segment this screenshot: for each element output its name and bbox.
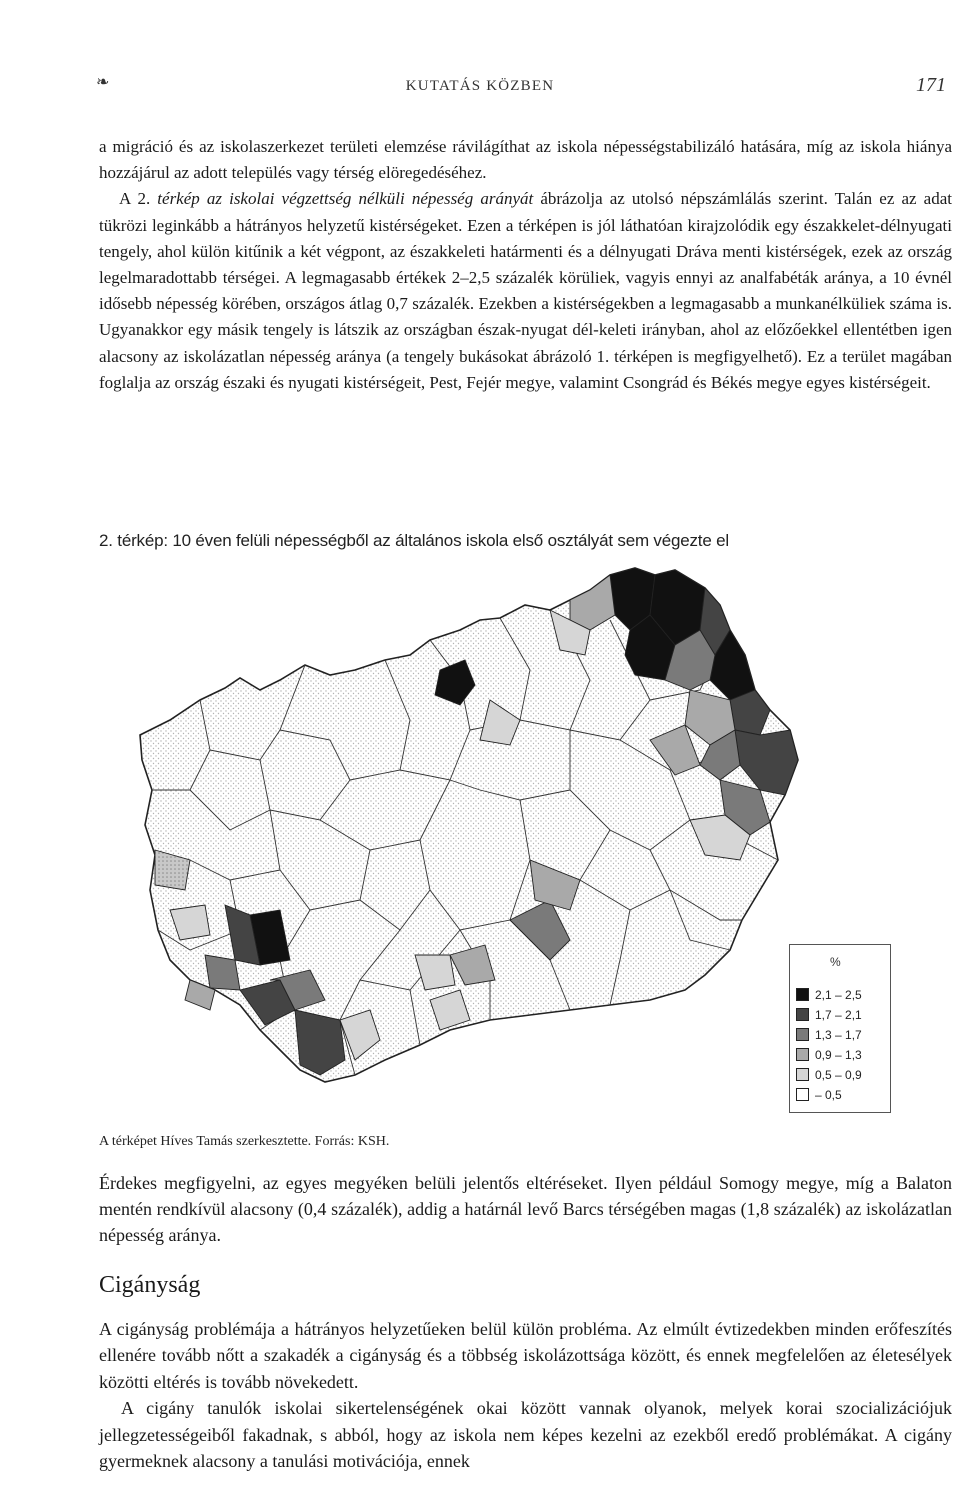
legend-item — [796, 1087, 842, 1101]
legend-swatch — [796, 1068, 809, 1081]
legend-label: – 0,5 — [815, 1087, 842, 1102]
legend-swatch — [796, 1048, 809, 1061]
paragraph-text: a migráció és az iskolaszerkezet területi elemzése rávilágíthat az iskola népességstabilizáló hatására, míg az iskola hiánya hozzájárul az adott település vagy térség elöregedéséhez. — [99, 137, 952, 183]
page-number: 171 — [916, 74, 946, 96]
legend-item — [796, 1067, 862, 1081]
legend-label: 2,1 – 2,5 — [815, 987, 862, 1002]
legend-item — [796, 1007, 862, 1021]
district-sw-mid-1 — [205, 955, 240, 990]
legend-item — [796, 1047, 862, 1061]
legend-item — [796, 1027, 862, 1041]
legend-label: 1,3 – 1,7 — [815, 1027, 862, 1042]
legend-swatch — [796, 1088, 809, 1101]
paragraph-text: A cigány tanulók iskolai sikertelenségének okai között vannak olyanok, melyek korai szocializációjuk jellegzetességeiből fakadnak, s abból, hogy az iskola nem képes kezelni az ezekből eredő problémákat. A cigány gyermeknek alacsony a tanulási motivációja, ennek — [99, 1398, 952, 1472]
legend-label: 1,7 – 2,1 — [815, 1007, 862, 1022]
paragraph-roma — [99, 1316, 952, 1474]
hungary-choropleth-map — [130, 560, 810, 1090]
map-caption: A térképet Híves Tamás szerkesztette. Forrás: KSH. — [99, 1134, 390, 1149]
section-heading: Cigányság — [99, 1272, 201, 1298]
legend-unit: % — [830, 955, 841, 969]
legend-label: 0,9 – 1,3 — [815, 1047, 862, 1062]
paragraph-migration — [99, 134, 952, 396]
legend-swatch — [796, 1028, 809, 1041]
paragraph-text-lead: A 2. — [119, 189, 158, 209]
map-legend — [789, 944, 891, 1113]
legend-swatch — [796, 1008, 809, 1021]
legend-item — [796, 987, 862, 1001]
paragraph-text: ábrázolja az utolsó népszámlálás szerint. Talán ez az adat tükrözi leginkább a hátrányos helyzetű kistérségeket. Ezen a térképen is jól láthatóan kirajzolódik egy északkelet-délnyugati tengely, ahol külön kitűnik a két végpont, az északkeleti határmenti és a délnyugati Dráva menti kistérségek, ezek az ország legelmaradottabb térségei. A legmagasabb értékek 2–2,5 százalék körüliek, vagyis ennyi az analfabéták aránya, a 10 évnél idősebb népesség körében, országos átlag 0,7 százalék. Ezekben a kistérségekben a legmagasabb a munkanélküliek száma is. Ugyanakkor egy másik tengely is látszik az országban észak-nyugat dél-keleti irányban, ahol az előzőekkel ellentétben igen alacsony az iskolázatlan népesség aránya (a tengely bukásokat ábrázoló 1. térképen is megfigyelhető). Ez a terület magában foglalja az ország északi és nyugati kistérségeit, Pest, Fejér megye, valamint Csongrád és Békés megye egyes kistérségeit. — [99, 189, 952, 392]
paragraph-text: A cigányság problémája a hátrányos helyzetűeken belül külön probléma. Az elmúlt évtizedekben minden erőfeszítés ellenére tovább nőtt a szakadék a cigányság és a többség iskolázottsága között, és ennek megfelelően az életesélyek közötti eltérés is tovább növekedett. — [99, 1319, 952, 1392]
paragraph-counties: Érdekes megfigyelni, az egyes megyéken belüli jelentős eltéréseket. Ilyen például Somogy megye, míg a Balaton mentén rendkívül alacsony (0,4 százalék), addig a határnál levő Barcs térségében magas (1,8 százalék) az iskolázatlan népesség aránya. — [99, 1173, 952, 1245]
ornament-icon: ❧ — [96, 74, 110, 91]
running-head: KUTATÁS KÖZBEN — [405, 78, 555, 94]
legend-swatch — [796, 988, 809, 1001]
map-title: 2. térkép: 10 éven felüli népességből az általános iskola első osztályát sem végezte el — [99, 531, 729, 550]
map-reference-italic: térkép az iskolai végzettség nélküli népesség arányát — [157, 189, 534, 209]
legend-label: 0,5 – 0,9 — [815, 1067, 862, 1082]
